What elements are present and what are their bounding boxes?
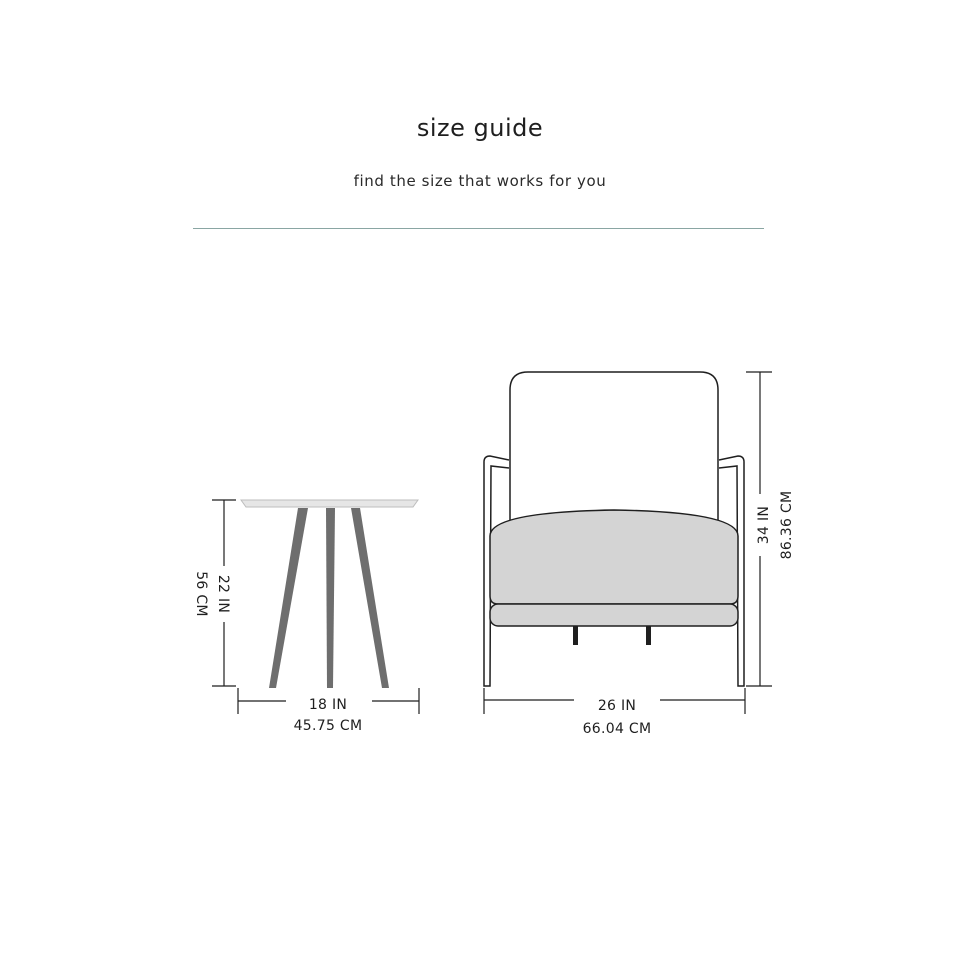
table-leg-middle bbox=[326, 508, 335, 688]
table-leg-right bbox=[351, 508, 389, 688]
chair-base-cushion bbox=[490, 604, 738, 626]
table-width-in-label: 18 IN bbox=[308, 697, 348, 713]
table-top bbox=[241, 500, 418, 507]
armchair-illustration bbox=[484, 372, 744, 686]
chair-foot-left bbox=[573, 626, 578, 645]
chair-seat-cushion bbox=[490, 510, 738, 604]
side-table-illustration bbox=[241, 500, 418, 688]
table-height-in-label: 22 IN bbox=[215, 574, 231, 614]
chair-height-in-label: 34 IN bbox=[756, 505, 772, 545]
chair-height-cm-label: 86.36 CM bbox=[779, 490, 795, 560]
chair-backrest bbox=[510, 372, 718, 524]
chair-width-cm-label: 66.04 CM bbox=[582, 721, 652, 737]
page-title: size guide bbox=[416, 114, 544, 142]
chair-foot-right bbox=[646, 626, 651, 645]
page-subtitle: find the size that works for you bbox=[353, 172, 607, 190]
table-width-cm-label: 45.75 CM bbox=[293, 718, 363, 734]
table-height-cm-label: 56 CM bbox=[193, 571, 209, 617]
chair-width-in-label: 26 IN bbox=[597, 698, 637, 714]
table-leg-left bbox=[269, 508, 308, 688]
